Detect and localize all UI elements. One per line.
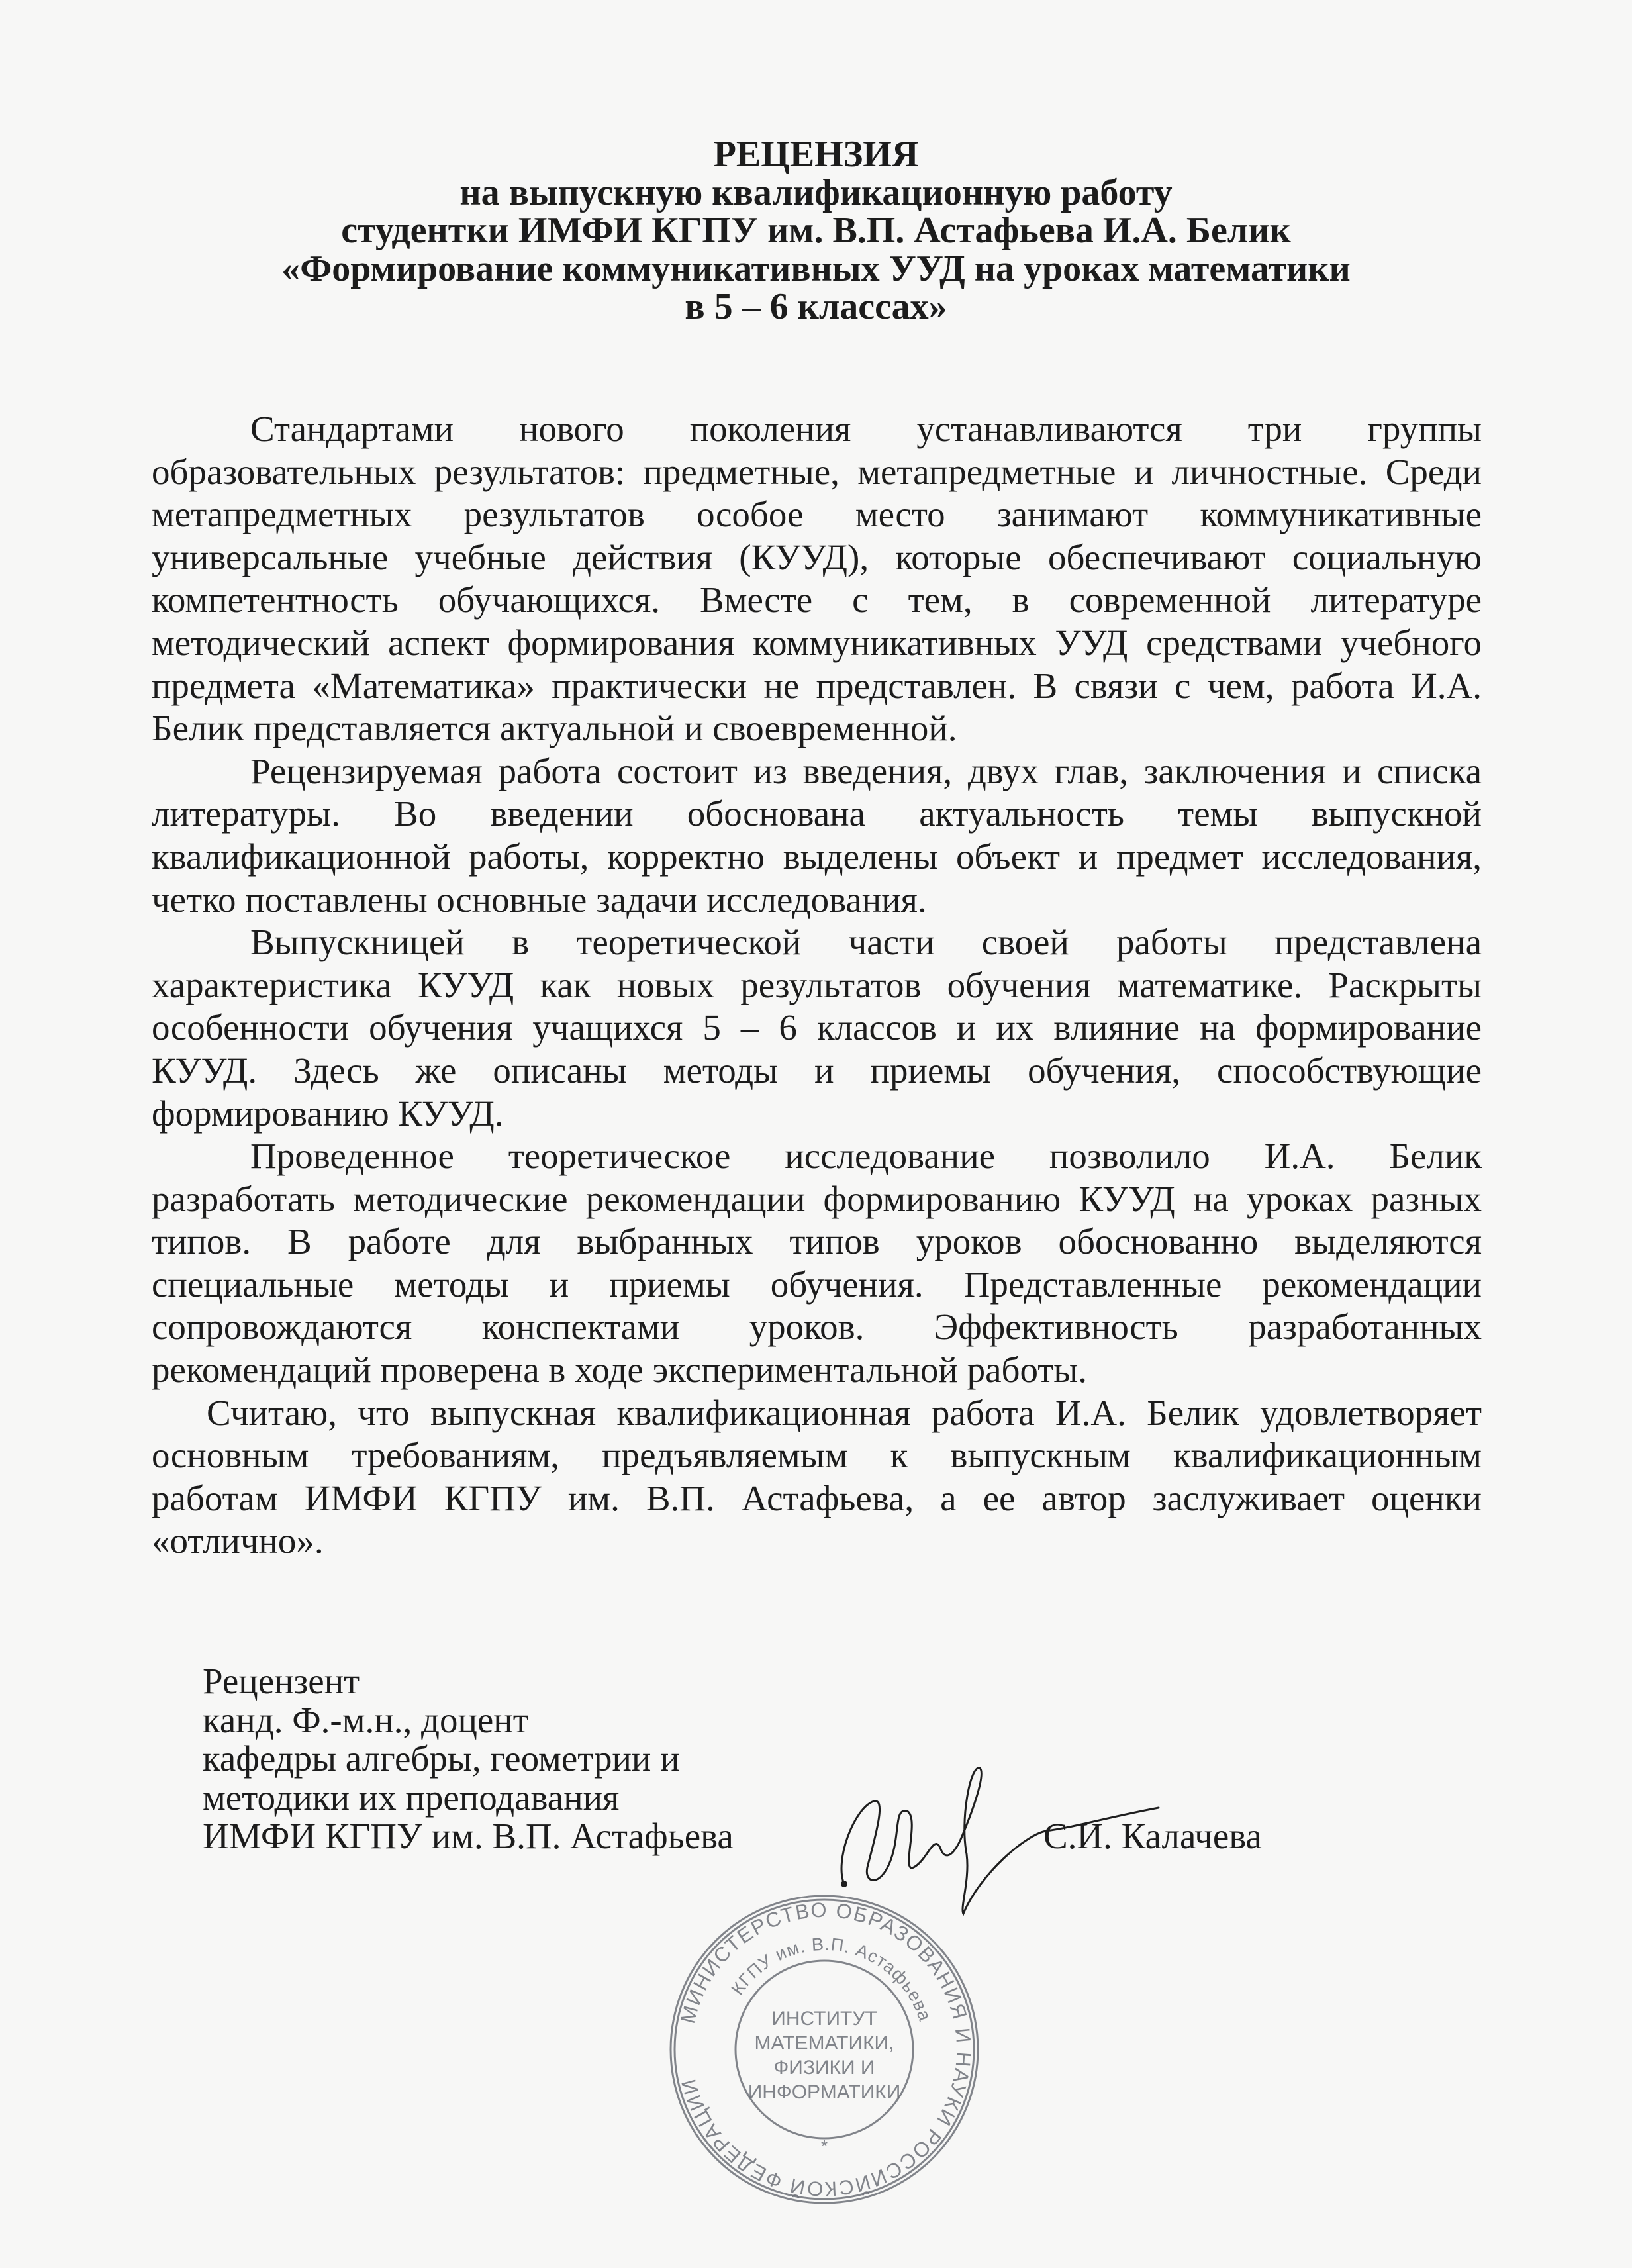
stamp-center-line: ФИЗИКИ И — [773, 2057, 875, 2079]
title-line: в 5 – 6 классах» — [685, 286, 947, 327]
reviewer-line: канд. Ф.-м.н., доцент — [203, 1699, 529, 1740]
reviewer-line: методики их преподавания — [203, 1777, 620, 1818]
paragraph-line: разработать методические рекомендации формированию КУУД на уроках разных — [152, 1178, 1482, 1219]
paragraph — [152, 1392, 1482, 1563]
title-line: на выпускную квалификационную работу — [459, 172, 1173, 213]
paragraph — [152, 750, 1482, 921]
paragraph — [152, 1135, 1482, 1392]
stamp-center-line: МАТЕМАТИКИ, — [754, 2032, 894, 2054]
paragraph-line: Считаю, что выпускная квалификационная работа И.А. Белик удовлетворяет — [207, 1392, 1482, 1433]
document-title: РЕЦЕНЗИЯ — [713, 134, 919, 175]
reviewer-line: Рецензент — [203, 1661, 360, 1701]
stamp-inner-text: КГПУ им. В.П. Астафьева — [727, 1934, 936, 2024]
reviewer-line: ИМФИ КГПУ им. В.П. Астафьева — [203, 1816, 734, 1856]
paragraph-line: КУУД. Здесь же описаны методы и приемы обучения, способствующие — [152, 1050, 1482, 1091]
review-body — [152, 408, 1482, 1563]
paragraph — [152, 921, 1482, 1135]
paragraph-line: «отлично». — [152, 1520, 324, 1561]
paragraph-line: особенности обучения учащихся 5 – 6 классов и их влияние на формирование — [152, 1007, 1482, 1048]
paragraph-line: метапредметных результатов особое место занимают коммуникативные — [152, 494, 1482, 535]
reviewer-block — [203, 1662, 734, 1856]
paragraph-line: четко поставлены основные задачи исследования. — [152, 879, 927, 920]
paragraph-line: компетентность обучающихся. Вместе с тем, в современной литературе — [152, 579, 1482, 620]
paragraph-line: основным требованиям, предъявляемым к выпускным квалификационным — [152, 1435, 1482, 1476]
stamp-center-line: ИНСТИТУТ — [771, 2008, 877, 2030]
paragraph-line: Белик представляется актуальной и своевременной. — [152, 708, 957, 749]
institution-stamp — [662, 1887, 986, 2212]
stamp-star-icon: * — [820, 2136, 828, 2156]
paragraph-line: предмета «Математика» практически не представлен. В связи с чем, работа И.А. — [152, 665, 1482, 706]
paragraph-line: Рецензируемая работа состоит из введения, двух глав, заключения и списка — [250, 750, 1482, 791]
paragraph-line: универсальные учебные действия (КУУД), которые обеспечивают социальную — [152, 536, 1482, 577]
paragraph-line: типов. В работе для выбранных типов уроков обоснованно выделяются — [152, 1221, 1482, 1262]
document-title-block — [0, 136, 1632, 326]
title-line: студентки ИМФИ КГПУ им. В.П. Астафьева И.А. Белик — [341, 210, 1291, 251]
stamp-outer-text: МИНИСТЕРСТВО ОБРАЗОВАНИЯ И НАУКИ РОССИЙСКОЙ ФЕДЕРАЦИИ — [675, 1898, 976, 2201]
paragraph-line: формированию КУУД. — [152, 1093, 504, 1134]
paragraph-line: Стандартами нового поколения устанавливаются три группы — [250, 409, 1482, 449]
paragraph-line: рекомендаций проверена в ходе экспериментальной работы. — [152, 1350, 1088, 1391]
paragraph-line: литературы. Во введении обоснована актуальность темы выпускной — [152, 793, 1482, 834]
reviewer-name: С.И. Калачева — [1043, 1816, 1262, 1856]
paragraph-line: работам ИМФИ КГПУ им. В.П. Астафьева, а ее автор заслуживает оценки — [152, 1477, 1482, 1518]
paragraph-line: методический аспект формирования коммуникативных УУД средствами учебного — [152, 622, 1482, 663]
reviewer-line: кафедры алгебры, геометрии и — [203, 1738, 680, 1779]
paragraph-line: специальные методы и приемы обучения. Представленные рекомендации — [152, 1263, 1482, 1305]
paragraph-line: квалификационной работы, корректно выделены объект и предмет исследования, — [152, 836, 1482, 877]
paragraph — [152, 408, 1482, 750]
paragraph-line: образовательных результатов: предметные, метапредметные и личностные. Среди — [152, 451, 1482, 492]
title-line: «Формирование коммуникативных УУД на уроках математики — [281, 248, 1351, 289]
paragraph-line: сопровождаются конспектами уроков. Эффективность разработанных — [152, 1307, 1482, 1348]
paragraph-line: характеристика КУУД как новых результатов обучения математике. Раскрыты — [152, 964, 1482, 1005]
stamp-center-line: ИНФОРМАТИКИ — [747, 2081, 901, 2103]
paragraph-line: Проведенное теоретическое исследование позволило И.А. Белик — [250, 1136, 1482, 1177]
paragraph-line: Выпускницей в теоретической части своей работы представлена — [250, 922, 1482, 963]
